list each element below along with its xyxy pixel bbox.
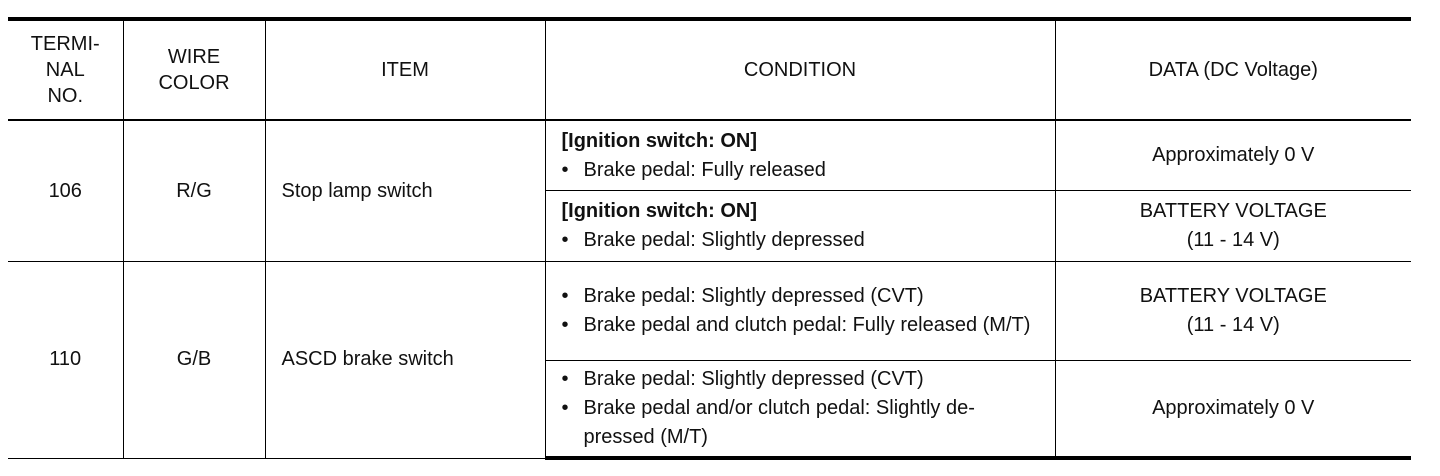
header-terminal-line: NAL	[45, 59, 85, 81]
header-terminal-no	[8, 19, 123, 120]
condition-bullet-text: Brake pedal: Slightly depressed	[583, 229, 865, 251]
table-row	[8, 262, 1411, 361]
header-terminal-line: TERMI-	[30, 33, 100, 55]
table-row	[8, 120, 1411, 191]
data-cell	[1055, 120, 1411, 191]
item-cell: Stop lamp switch	[265, 120, 545, 262]
header-data: DATA (DC Voltage)	[1055, 19, 1411, 120]
terminal-no-cell: 106	[8, 120, 123, 262]
data-value: Approximately 0 V	[1152, 144, 1315, 166]
condition-cell	[545, 262, 1055, 361]
data-value: BATTERY VOLTAGE	[1139, 285, 1327, 307]
condition-bullet	[562, 156, 1039, 185]
terminal-no-cell: 110	[8, 262, 123, 459]
condition-bullet	[562, 226, 1039, 255]
bullet-glyph: •	[561, 368, 569, 390]
terminal-spec-table	[8, 17, 1411, 460]
wire-color-cell: R/G	[123, 120, 265, 262]
header-wire-line: WIRE	[167, 46, 221, 68]
condition-bullet	[562, 365, 1039, 394]
data-cell	[1055, 262, 1411, 361]
condition-heading: [Ignition switch: ON]	[561, 129, 758, 152]
wire-color-cell: G/B	[123, 262, 265, 459]
condition-bullet-text: Brake pedal: Slightly depressed (CVT)	[583, 285, 924, 307]
condition-bullet	[562, 394, 1039, 452]
condition-heading: [Ignition switch: ON]	[561, 200, 758, 222]
condition-bullet-text: Brake pedal: Fully released	[583, 158, 826, 181]
condition-cell	[545, 120, 1055, 191]
condition-cell	[545, 191, 1055, 262]
header-wire-color	[123, 19, 265, 120]
condition-bullet-text: Brake pedal and/or clutch pedal: Slightly de-pressed (M/T)	[583, 397, 975, 448]
condition-bullet	[562, 282, 1039, 311]
data-cell	[1055, 361, 1411, 459]
data-value: (11 - 14 V)	[1186, 314, 1280, 336]
bullet-glyph: •	[561, 397, 569, 419]
condition-bullet	[562, 311, 1039, 340]
header-terminal-line: NO.	[47, 85, 84, 107]
condition-cell	[545, 361, 1055, 459]
bullet-glyph: •	[561, 229, 569, 251]
bullet-glyph: •	[561, 158, 569, 181]
data-cell	[1055, 191, 1411, 262]
header-row	[8, 19, 1411, 120]
item-cell: ASCD brake switch	[265, 262, 545, 459]
data-value: BATTERY VOLTAGE	[1139, 200, 1327, 222]
data-value: Approximately 0 V	[1152, 397, 1315, 419]
bullet-glyph: •	[561, 285, 569, 307]
header-condition: CONDITION	[545, 19, 1055, 120]
bullet-glyph: •	[561, 314, 569, 336]
header-item: ITEM	[265, 19, 545, 120]
header-wire-line: COLOR	[158, 72, 230, 94]
data-value: (11 - 14 V)	[1186, 229, 1280, 251]
condition-bullet-text: Brake pedal: Slightly depressed (CVT)	[583, 368, 924, 390]
condition-bullet-text: Brake pedal and clutch pedal: Fully released (M/T)	[583, 314, 1031, 336]
